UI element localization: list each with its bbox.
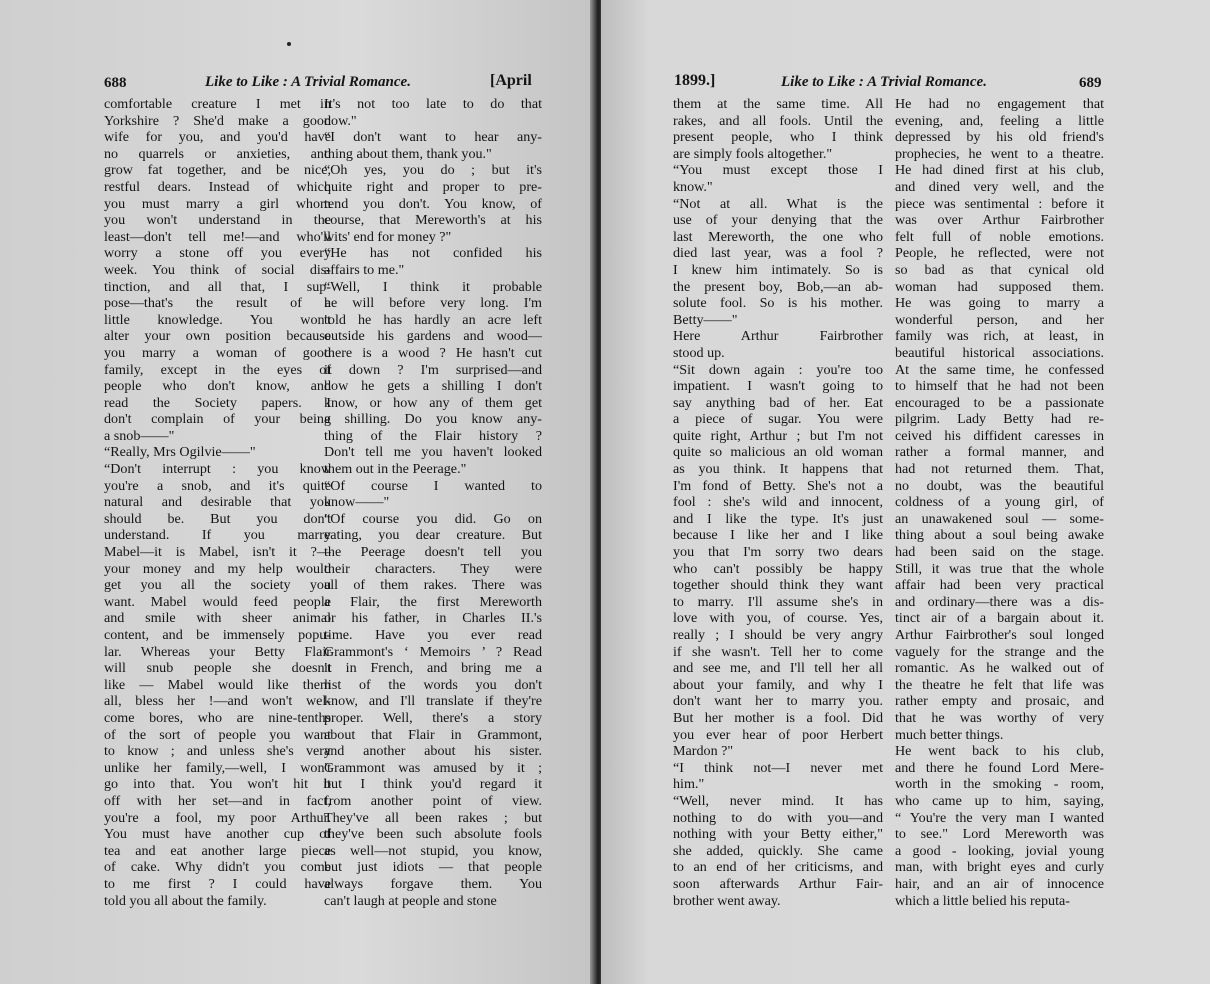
text-line: don't complain of your being — [104, 411, 331, 428]
text-line: tea and eat another large piece — [104, 842, 331, 859]
text-line: “Oh yes, you do ; but it's — [324, 162, 542, 179]
text-line: all of them rakes. There was — [324, 577, 542, 594]
text-line: love with you, of course. Yes, — [673, 610, 883, 627]
text-line: and see me, and I'll tell her all — [673, 660, 883, 677]
text-line: they've been such absolute fools — [324, 826, 542, 843]
text-line: don't want her to marry you. — [673, 693, 883, 710]
text-line: nothing with your Betty either," — [673, 826, 883, 843]
paragraph — [104, 96, 331, 444]
text-line: to an end of her criticisms, and — [673, 859, 883, 876]
text-line: no quarrels or anxieties, and — [104, 145, 331, 162]
text-line: want. Mabel would feed people — [104, 593, 331, 610]
text-line: lar. Whereas your Betty Flair — [104, 643, 331, 660]
text-line: will snub people she doesn't — [104, 660, 331, 677]
text-line: At the same time, he confessed — [895, 361, 1104, 378]
text-line: week. You think of social dis- — [104, 261, 331, 278]
text-line: it in French, and bring me a — [324, 660, 542, 677]
text-line: from another point of view. — [324, 792, 542, 809]
paragraph — [324, 96, 542, 129]
text-line: to himself that he had not been — [895, 378, 1104, 395]
text-line: how he gets a shilling I don't — [324, 378, 542, 395]
text-line: about your family, and why I — [673, 676, 883, 693]
text-line: affairs to me." — [324, 261, 405, 278]
text-line: “Not at all. What is the — [673, 195, 883, 212]
text-line: tinct air of a bargain about it. — [895, 610, 1104, 627]
text-line: encouraged to be a passionate — [895, 394, 1104, 411]
text-line: you marry a woman of good — [104, 344, 331, 361]
text-line: much better things. — [895, 726, 1004, 743]
text-line: off with her set—and in fact, — [104, 792, 331, 809]
text-line: rather empty and prosaic, and — [895, 693, 1104, 710]
text-line: worth in the smoking - room, — [895, 776, 1104, 793]
text-line: Mardon ?" — [673, 743, 734, 760]
text-line: You must have another cup of — [104, 826, 331, 843]
text-line: and dined very well, and the — [895, 178, 1104, 195]
text-line: him." — [673, 776, 705, 793]
text-line: “ You're the very man I wanted — [895, 809, 1104, 826]
text-line: Betty——" — [673, 311, 738, 328]
text-line: Grammont's ‘ Memoirs ’ ? Read — [324, 643, 542, 660]
text-line: know." — [673, 178, 713, 195]
text-line: “Well, I think it probable — [324, 278, 542, 295]
text-line: quite right, Arthur ; but I'm not — [673, 427, 883, 444]
paragraph — [673, 760, 883, 793]
left-column-2 — [324, 96, 542, 909]
paragraph — [895, 96, 1104, 743]
text-line: so bad as that cynical old — [895, 261, 1104, 278]
text-line: and I like the type. It's just — [673, 510, 883, 527]
paragraph — [104, 444, 331, 461]
text-line: “Sit down again : you're too — [673, 361, 883, 378]
text-line: eating, you dear creature. But — [324, 527, 542, 544]
text-line: tend you don't. You know, of — [324, 195, 542, 212]
text-line: like — Mabel would like them — [104, 676, 331, 693]
paragraph — [324, 279, 542, 478]
text-line: “Well, never mind. It has — [673, 792, 883, 809]
text-line: a good - looking, jovial young — [895, 842, 1104, 859]
right-page-number: 689 — [1079, 75, 1102, 91]
text-line: of the sort of people you want — [104, 726, 331, 743]
text-line: He went back to his club, — [895, 743, 1104, 760]
text-line: impatient. I wasn't going to — [673, 378, 883, 395]
text-line: brother went away. — [673, 892, 781, 909]
right-column-1 — [673, 96, 883, 909]
text-line: a snob——" — [104, 427, 175, 444]
text-line: pilgrim. Lady Betty had re- — [895, 411, 1104, 428]
text-line: little knowledge. You won't — [104, 311, 331, 328]
text-line: comfortable creature I met in — [104, 96, 331, 112]
left-header-date: [April — [490, 72, 532, 89]
text-line: thing about a soul being awake — [895, 527, 1104, 544]
text-line: you're a fool, my poor Arthur. — [104, 809, 331, 826]
text-line: They've all been rakes ; but — [324, 809, 542, 826]
text-line: your money and my help would — [104, 560, 331, 577]
text-line: but just idiots — that people — [324, 859, 542, 876]
text-line: piece was sentimental : before it — [895, 195, 1104, 212]
text-line: to know ; and unless she's very — [104, 743, 331, 760]
paragraph — [673, 328, 883, 361]
text-line: list of the words you don't — [324, 676, 542, 693]
text-line: who can't possibly be happy — [673, 560, 883, 577]
text-line: thing of the Flair history ? — [324, 427, 542, 444]
text-line: who came up to him, saying, — [895, 792, 1104, 809]
text-line: “I think not—I never met — [673, 759, 883, 776]
text-line: as you think. It happens that — [673, 461, 883, 478]
text-line: know——" — [324, 494, 390, 511]
text-line: are simply fools altogether." — [673, 145, 833, 162]
text-line: wife for you, and you'd have — [104, 129, 331, 146]
text-line: fool : she's wild and innocent, — [673, 494, 883, 511]
text-line: them out in the Peerage." — [324, 461, 467, 478]
text-line: felt full of noble emotions. — [895, 228, 1104, 245]
text-line: really ; I should be very angry — [673, 627, 883, 643]
text-line: know, and I'll translate if they're — [324, 693, 542, 710]
left-running-title: Like to Like : A Trivial Romance. — [205, 74, 411, 90]
text-line: a Flair, the first Mereworth — [324, 593, 542, 610]
text-line: but I think you'd regard it — [324, 776, 542, 793]
text-line: evening, and, feeling a little — [895, 112, 1104, 129]
text-line: “Of course I wanted to — [324, 477, 542, 494]
text-line: depressed by his old friend's — [895, 129, 1104, 146]
text-line: you must marry a girl whom — [104, 195, 331, 212]
text-line: and smile with sheer animal — [104, 610, 331, 627]
text-line: she added, quickly. She came — [673, 842, 883, 859]
text-line: last Mereworth, the one who — [673, 228, 883, 245]
text-line: and there he found Lord Mere- — [895, 759, 1104, 776]
ink-speck — [287, 42, 291, 46]
text-line: which a little belied his reputa- — [895, 892, 1070, 909]
text-line: Grammont was amused by it ; — [324, 759, 542, 776]
text-line: Here Arthur Fairbrother — [673, 328, 883, 345]
text-line: go into that. You won't hit it — [104, 776, 331, 793]
text-line: proper. Well, there's a story — [324, 709, 542, 726]
text-line: thing about them, thank you." — [324, 145, 492, 162]
text-line: wonderful person, and her — [895, 311, 1104, 328]
paragraph — [895, 743, 1104, 909]
text-line: Mabel—it is Mabel, isn't it ?— — [104, 544, 331, 561]
text-line: pose—that's the result of a — [104, 295, 331, 312]
text-line: he will before very long. I'm — [324, 295, 542, 312]
text-line: family, except in the eyes of — [104, 361, 331, 378]
text-line: “You must except those I — [673, 162, 883, 179]
text-line: of cake. Why didn't you come — [104, 859, 331, 876]
paragraph — [673, 362, 883, 760]
text-line: and another about his sister. — [324, 743, 542, 760]
text-line: as well—not stupid, you know, — [324, 842, 542, 859]
text-line: solute fool. So is his mother. — [673, 295, 883, 312]
paragraph — [324, 478, 542, 511]
right-running-title: Like to Like : A Trivial Romance. — [781, 74, 987, 90]
text-line: ceived his diffident caresses in — [895, 427, 1104, 444]
text-line: always forgave them. You — [324, 875, 542, 892]
left-page — [0, 0, 597, 984]
text-line: to see." Lord Mereworth was — [895, 826, 1104, 843]
text-line: read the Society papers. I — [104, 394, 331, 411]
text-line: you that I'm sorry two dears — [673, 544, 883, 561]
paragraph — [104, 461, 331, 909]
right-running-header — [601, 72, 1210, 94]
text-line: “Don't interrupt : you know — [104, 461, 331, 478]
right-page — [601, 0, 1210, 984]
text-line: “Really, Mrs Ogilvie——" — [104, 444, 256, 461]
paragraph — [673, 196, 883, 329]
text-line: to marry. I'll assume she's in — [673, 593, 883, 610]
text-line: woman had supposed them. — [895, 278, 1104, 295]
text-line: restful dears. Instead of which — [104, 178, 331, 195]
paragraph — [324, 162, 542, 245]
text-line: had not returned them. That, — [895, 461, 1104, 478]
left-running-header — [0, 72, 597, 94]
text-line: you ever hear of poor Herbert — [673, 726, 883, 743]
text-line: it down ? I'm surprised—and — [324, 361, 542, 378]
text-line: understand. If you marry — [104, 527, 331, 544]
text-line: tinction, and all that, I sup- — [104, 278, 331, 295]
text-line: a piece of sugar. You were — [673, 411, 883, 428]
text-line: “Of course you did. Go on — [324, 510, 542, 527]
text-line: should be. But you don't — [104, 510, 331, 527]
text-line: an unawakened soul — some- — [895, 510, 1104, 527]
text-line: worry a stone off you every — [104, 245, 331, 262]
text-line: I knew him intimately. So is — [673, 261, 883, 278]
text-line: had been said on the stage. — [895, 544, 1104, 561]
text-line: present people, who I think — [673, 129, 883, 146]
text-line: and ordinary—there was a dis- — [895, 593, 1104, 610]
text-line: alter your own position because — [104, 328, 331, 345]
text-line: there is a wood ? He hasn't cut — [324, 344, 542, 361]
text-line: natural and desirable that you — [104, 494, 331, 511]
paragraph — [673, 793, 883, 909]
text-line: hair, and an air of innocence — [895, 875, 1104, 892]
text-line: them at the same time. All — [673, 96, 883, 112]
text-line: told you all about the family. — [104, 892, 267, 909]
text-line: time. Have you ever read — [324, 627, 542, 643]
text-line: rather a formal manner, and — [895, 444, 1104, 461]
text-line: was over Arthur Fairbrother — [895, 212, 1104, 229]
text-line: stood up. — [673, 344, 725, 361]
text-line: grow fat together, and be nice, — [104, 162, 331, 179]
text-line: get you all the society you — [104, 577, 331, 594]
text-line: course, that Mereworth's at his — [324, 212, 542, 229]
text-line: coldness of a young girl, of — [895, 494, 1104, 511]
text-line: say anything bad of her. Eat — [673, 394, 883, 411]
paragraph — [324, 129, 542, 162]
text-line: wits' end for money ?" — [324, 228, 452, 245]
text-line: It's not too late to do that — [324, 96, 542, 112]
text-line: died last year, was a fool ? — [673, 245, 883, 262]
text-line: affair had been very practical — [895, 577, 1104, 594]
text-line: know, or how any of them get — [324, 394, 542, 411]
text-line: no doubt, was the beautiful — [895, 477, 1104, 494]
text-line: now." — [324, 112, 357, 129]
text-line: about that Flair in Grammont, — [324, 726, 542, 743]
text-line: “I don't want to hear any- — [324, 129, 542, 146]
text-line: romantic. As he walked out of — [895, 660, 1104, 677]
text-line: I'm fond of Betty. She's not a — [673, 477, 883, 494]
text-line: People, he reflected, were not — [895, 245, 1104, 262]
text-line: man, with bright eyes and curly — [895, 859, 1104, 876]
text-line: a shilling. Do you know any- — [324, 411, 542, 428]
text-line: Don't tell me you haven't looked — [324, 444, 542, 461]
text-line: use of your denying that the — [673, 212, 883, 229]
text-line: or his father, in Charles II.'s — [324, 610, 542, 627]
text-line: quite so malicious an old woman — [673, 444, 883, 461]
text-line: all, bless her !—and won't wel- — [104, 693, 331, 710]
text-line: that he was worthy of very — [895, 709, 1104, 726]
text-line: soon afterwards Arthur Fair- — [673, 875, 883, 892]
text-line: But her mother is a fool. Did — [673, 709, 883, 726]
text-line: nothing to do with you—and — [673, 809, 883, 826]
text-line: to me first ? I could have — [104, 875, 331, 892]
text-line: told he has hardly an acre left — [324, 311, 542, 328]
text-line: content, and be immensely popu- — [104, 627, 331, 643]
text-line: Still, it was true that the whole — [895, 560, 1104, 577]
text-line: rakes, and all fools. Until the — [673, 112, 883, 129]
left-page-number: 688 — [104, 75, 127, 91]
text-line: the Peerage doesn't tell you — [324, 544, 542, 561]
text-line: the theatre he felt that life was — [895, 676, 1104, 693]
text-line: together should think they want — [673, 577, 883, 594]
text-line: Yorkshire ? She'd make a good — [104, 112, 331, 129]
left-column-1 — [104, 96, 331, 909]
text-line: if she wasn't. Tell her to come — [673, 643, 883, 660]
text-line: vaguely for the strange and the — [895, 643, 1104, 660]
text-line: can't laugh at people and stone — [324, 892, 497, 909]
text-line: prophecies, he went to a theatre. — [895, 145, 1104, 162]
text-line: quite right and proper to pre- — [324, 178, 542, 195]
text-line: their characters. They were — [324, 560, 542, 577]
paragraph — [324, 245, 542, 278]
text-line: because I like her and I like — [673, 527, 883, 544]
text-line: unlike her family,—well, I won't — [104, 759, 331, 776]
text-line: come bores, who are nine-tenths — [104, 709, 331, 726]
text-line: outside his gardens and wood— — [324, 328, 542, 345]
text-line: He had no engagement that — [895, 96, 1104, 112]
text-line: He had dined first at his club, — [895, 162, 1104, 179]
right-header-date: 1899.] — [674, 72, 716, 89]
text-line: He was going to marry a — [895, 295, 1104, 312]
text-line: people who don't know, and — [104, 378, 331, 395]
text-line: least—don't tell me!—and who'll — [104, 228, 331, 245]
text-line: family was rich, at least, in — [895, 328, 1104, 345]
right-column-2 — [895, 96, 1104, 909]
paragraph — [673, 162, 883, 195]
text-line: you won't understand in the — [104, 212, 331, 229]
text-line: “He has not confided his — [324, 245, 542, 262]
text-line: you're a snob, and it's quite — [104, 477, 331, 494]
paragraph — [673, 96, 883, 162]
text-line: the present boy, Bob,—an ab- — [673, 278, 883, 295]
text-line: Arthur Fairbrother's soul longed — [895, 627, 1104, 643]
text-line: beautiful historical associations. — [895, 344, 1104, 361]
paragraph — [324, 511, 542, 909]
